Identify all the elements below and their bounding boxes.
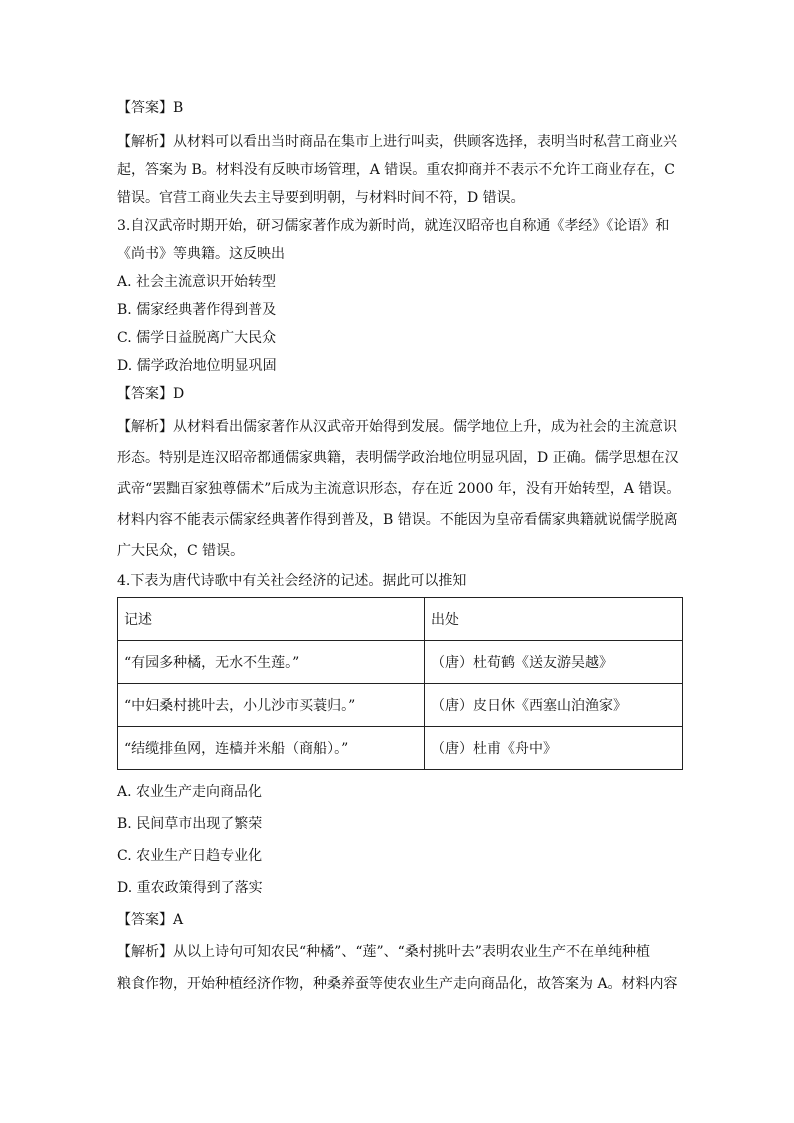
q4-options	[117, 776, 683, 904]
q3-stem-line: 3.自汉武帝时期开始，研习儒家著作成为新时尚，就连汉昭帝也自称通《孝经》《论语》和	[117, 218, 670, 234]
q4-option-c: C. 农业生产日趋专业化	[117, 848, 263, 864]
q3-option-d: D. 儒学政治地位明显巩固	[117, 358, 277, 374]
document-page	[117, 98, 683, 1000]
table-cell-source: （唐）杜甫《舟中》	[425, 727, 683, 770]
table-row	[118, 641, 683, 684]
q2-answer: 【答案】B	[117, 100, 184, 116]
q2-analysis-line: 起，答案为 B。材料没有反映市场管理，A 错误。重农抑商并不表示不允许工商业存在，C	[117, 162, 676, 178]
q3-stem	[117, 212, 683, 268]
q3-analysis-line: 材料内容不能表示儒家经典著作得到普及，B 错误。不能因为皇帝看儒家典籍就说儒学脱离	[117, 512, 678, 528]
table-row	[118, 727, 683, 770]
q3-stem-line: 《尚书》等典籍。这反映出	[117, 246, 285, 262]
q3-options	[117, 268, 683, 380]
q3-answer: 【答案】D	[117, 386, 185, 402]
q3-analysis-line: 广大民众，C 错误。	[117, 543, 245, 559]
q4-option-b: B. 民间草市出现了繁荣	[117, 816, 263, 832]
table-cell-quote: “有园多种橘，无水不生莲。”	[118, 641, 425, 684]
table-row	[118, 684, 683, 727]
q3-option-a: A. 社会主流意识开始转型	[117, 274, 277, 290]
q4-analysis-line: 粮食作物，开始种植经济作物，种桑养蚕等使农业生产走向商品化，故答案为 A。材料内容	[117, 976, 678, 992]
q2-analysis-line: 【解析】从材料可以看出当时商品在集市上进行叫卖，供顾客选择，表明当时私营工商业兴	[117, 134, 677, 150]
q3-analysis-line: 【解析】从材料看出儒家著作从汉武帝开始得到发展。儒学地位上升，成为社会的主流意识	[117, 419, 677, 435]
q4-analysis-line: 【解析】从以上诗句可知农民“种橘”、“莲”、“桑村挑叶去”表明农业生产不在单纯种植	[117, 944, 650, 960]
q3-analysis	[117, 412, 683, 567]
table-cell-quote: “结缆排鱼网，连樯并米船（商船）。”	[118, 727, 425, 770]
table-header-row	[118, 598, 683, 641]
q3-analysis-line: 武帝“罢黜百家独尊儒术”后成为主流意识形态，存在近 2000 年，没有开始转型，A 错误。	[117, 481, 681, 497]
q4-analysis	[117, 936, 683, 1000]
table-cell-source: （唐）杜荀鹤《送友游吴越》	[425, 641, 683, 684]
table-header-cell: 记述	[118, 598, 425, 641]
q3-option-c: C. 儒学日益脱离广大民众	[117, 330, 277, 346]
table-header-cell: 出处	[425, 598, 683, 641]
q3-option-b: B. 儒家经典著作得到普及	[117, 302, 277, 318]
q3-analysis-line: 形态。特别是连汉昭帝都通儒家典籍，表明儒学政治地位明显巩固，D 正确。儒学思想在汉	[117, 450, 679, 466]
q4-option-d: D. 重农政策得到了落实	[117, 880, 263, 896]
q2-analysis	[117, 128, 683, 212]
q2-analysis-line: 错误。官营工商业失去主导要到明朝，与材料时间不符，D 错误。	[117, 190, 525, 206]
table-cell-source: （唐）皮日休《西塞山泊渔家》	[425, 684, 683, 727]
q4-table	[117, 597, 683, 770]
q4-stem: 4.下表为唐代诗歌中有关社会经济的记述。据此可以推知	[117, 573, 467, 589]
q4-option-a: A. 农业生产走向商品化	[117, 784, 263, 800]
q4-answer: 【答案】A	[117, 912, 184, 928]
table-cell-quote: “中妇桑村挑叶去，小儿沙市买蓑归。”	[118, 684, 425, 727]
